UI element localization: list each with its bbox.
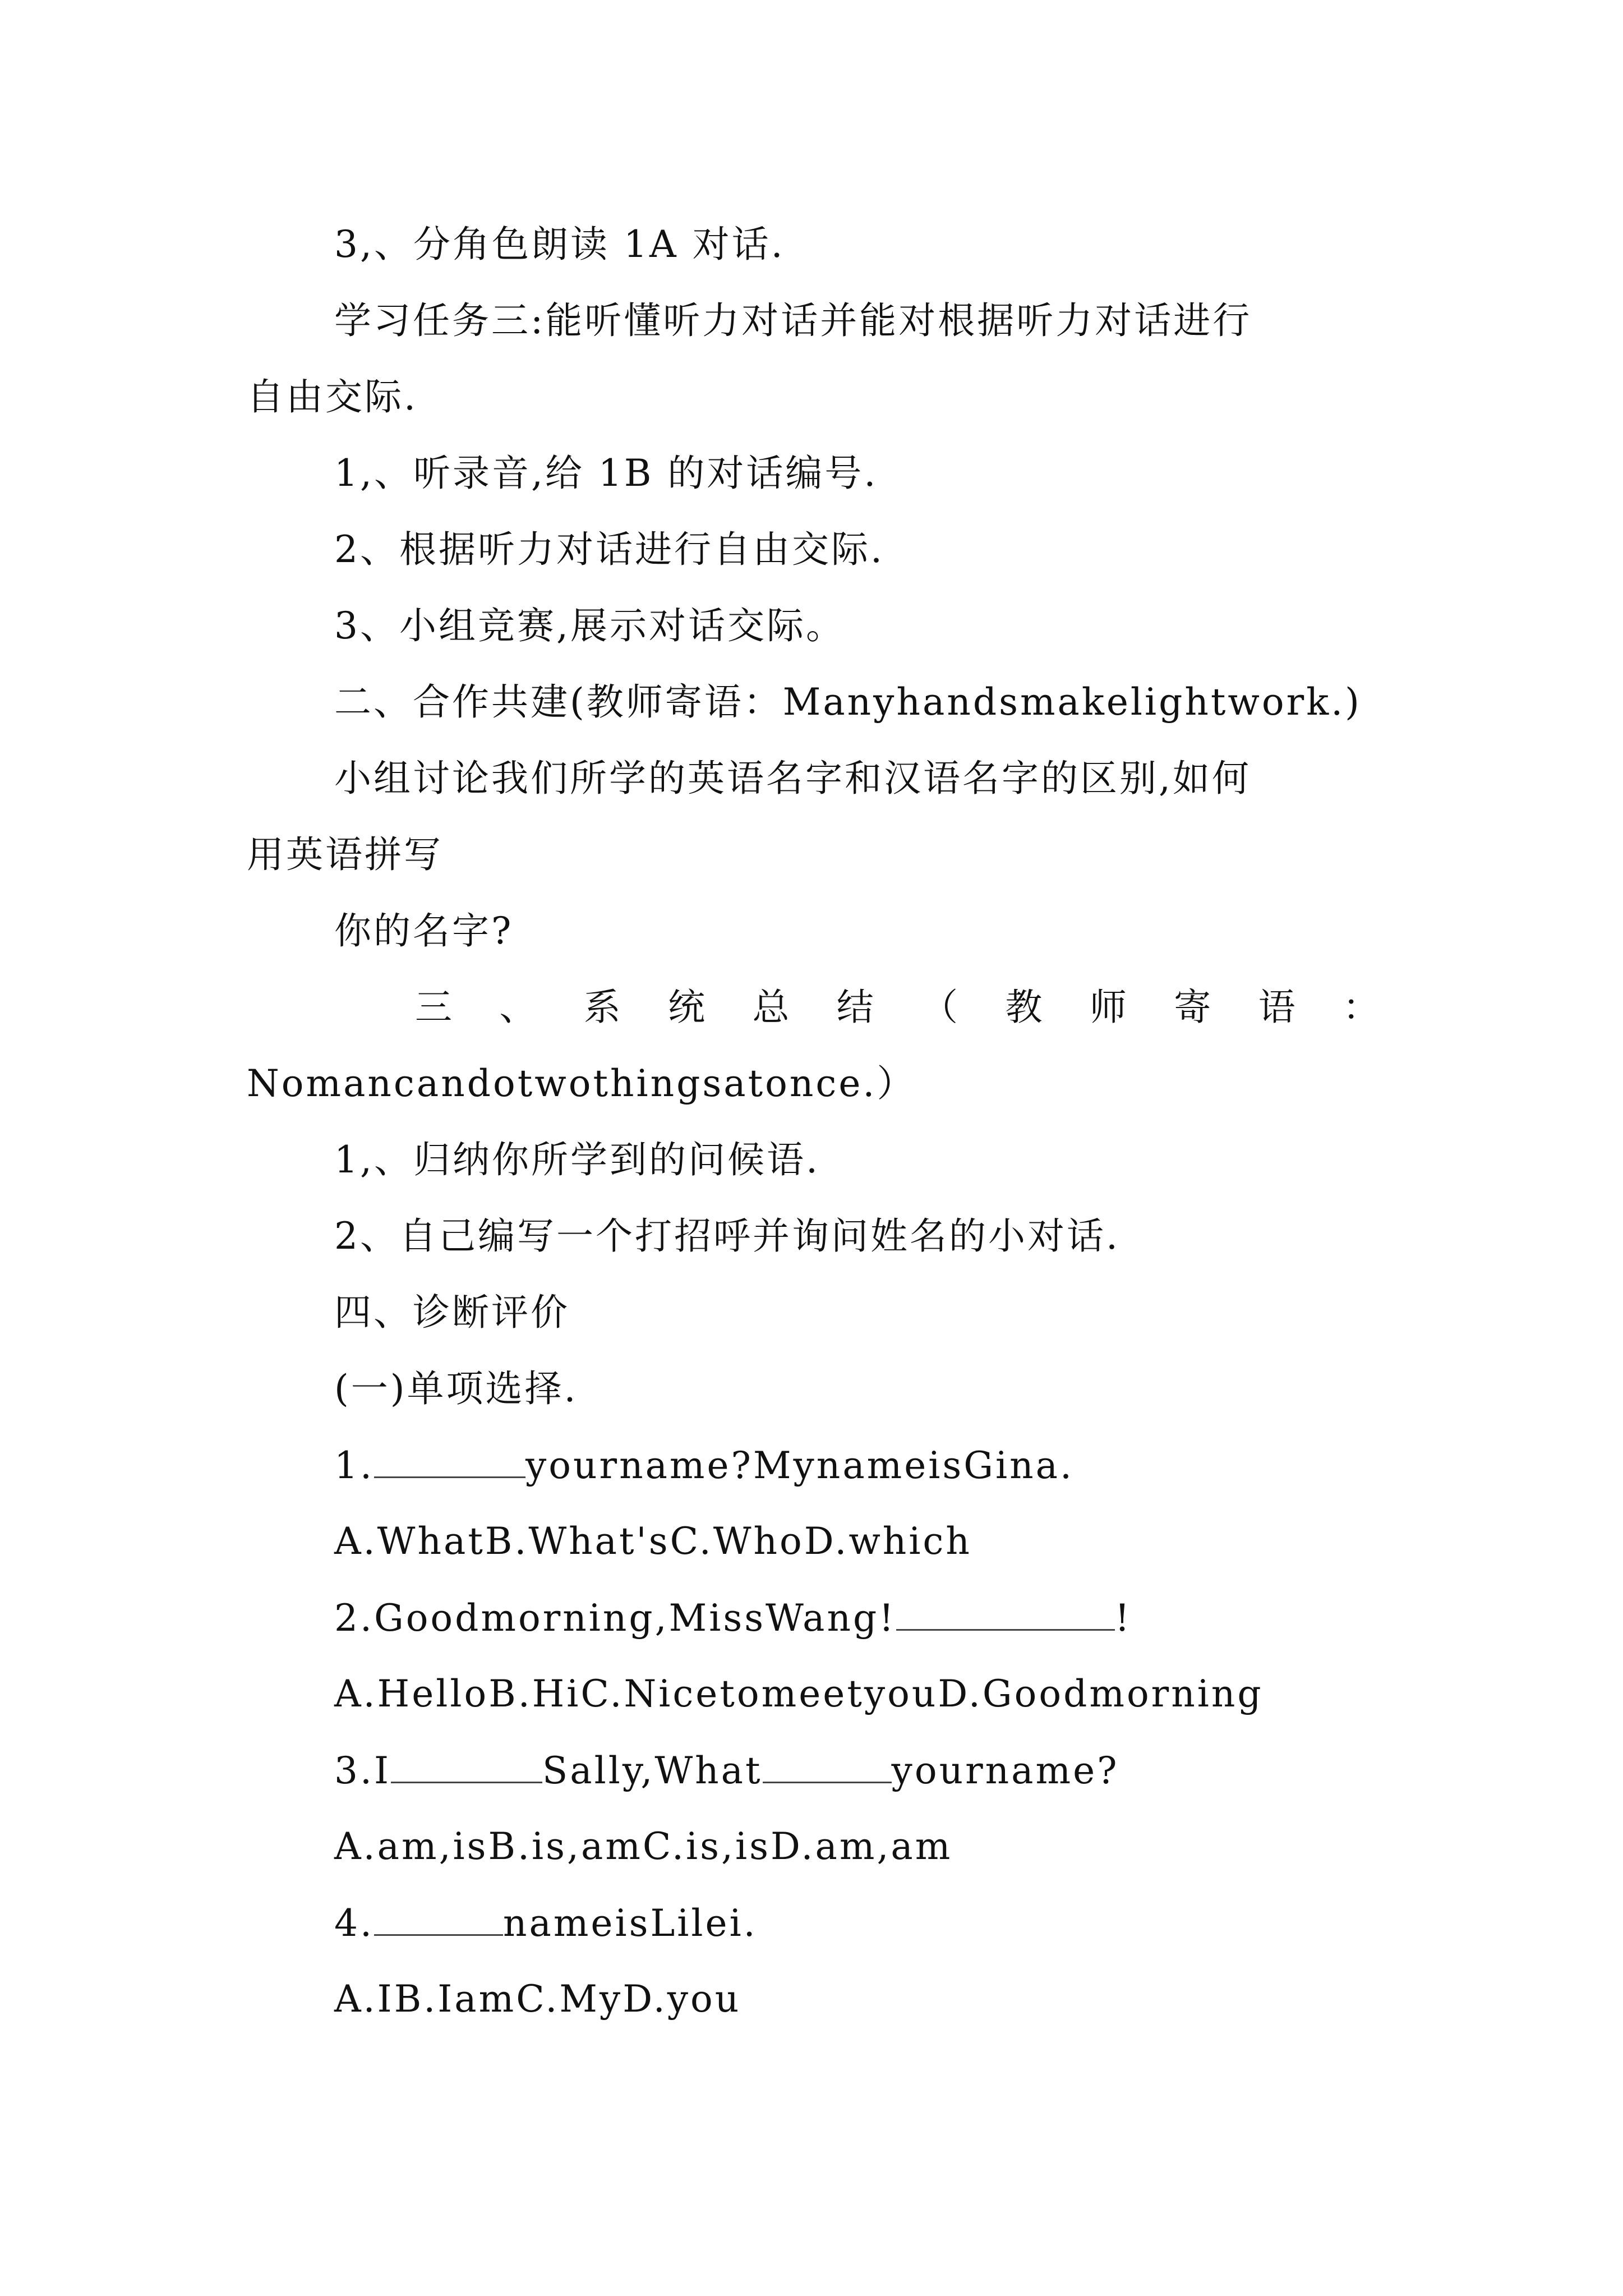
question-1: 1. yourname?MynameisGina. (334, 1444, 1074, 1487)
answer-blank (896, 1595, 1115, 1631)
question-3-options: A.am,isB.is,amC.is,isD.am,am (334, 1825, 953, 1868)
group-discussion-line-cont: 用英语拼写 (247, 833, 443, 876)
question-4-options: A.IB.IamC.MyD.you (334, 1977, 741, 2021)
task-line-read-dialogue: 3,、分角色朗读 1A 对话. (334, 223, 785, 266)
task-line-group-contest: 3、小组竞赛,展示对话交际。 (334, 604, 845, 647)
task-line-listen-number: 1,、听录音,给 1B 的对话编号. (334, 452, 878, 495)
question-4: 4. nameisLilei. (334, 1902, 758, 1945)
section-three-heading: 三 、 系 统 总 结 （ 教 师 寄 语 ： (415, 986, 1380, 1029)
section-four-heading: 四、诊断评价 (334, 1291, 570, 1334)
question-1-options: A.WhatB.What'sC.WhoD.which (334, 1520, 972, 1563)
section-two-heading: 二、合作共建(教师寄语：Manyhandsmakelightwork.) (334, 680, 1362, 724)
learning-task-three-heading: 学习任务三:能听懂听力对话并能对根据听力对话进行 (334, 299, 1252, 342)
answer-blank (374, 1443, 525, 1478)
task-line-free-talk: 2、根据听力对话进行自由交际. (334, 528, 884, 571)
question-3: 3.I Sally,What yourname? (334, 1749, 1119, 1792)
section-three-heading-cont: Nomancandotwothingsatonce.） (247, 1062, 916, 1105)
multiple-choice-heading: (一)单项选择. (334, 1367, 578, 1410)
question-2: 2.Goodmorning,MissWang! ! (334, 1596, 1132, 1640)
answer-blank (374, 1901, 503, 1936)
summary-item-write-dialogue: 2、自己编写一个打招呼并询问姓名的小对话. (334, 1214, 1120, 1258)
group-discussion-line: 小组讨论我们所学的英语名字和汉语名字的区别,如何 (334, 757, 1251, 800)
group-discussion-question: 你的名字? (334, 909, 514, 953)
summary-item-greetings: 1,、归纳你所学到的问候语. (334, 1138, 820, 1181)
learning-task-three-heading-cont: 自由交际. (247, 375, 418, 418)
question-2-options: A.HelloB.HiC.NicetomeetyouD.Goodmorning (334, 1672, 1264, 1715)
answer-blank (391, 1748, 542, 1783)
answer-blank (763, 1748, 892, 1783)
